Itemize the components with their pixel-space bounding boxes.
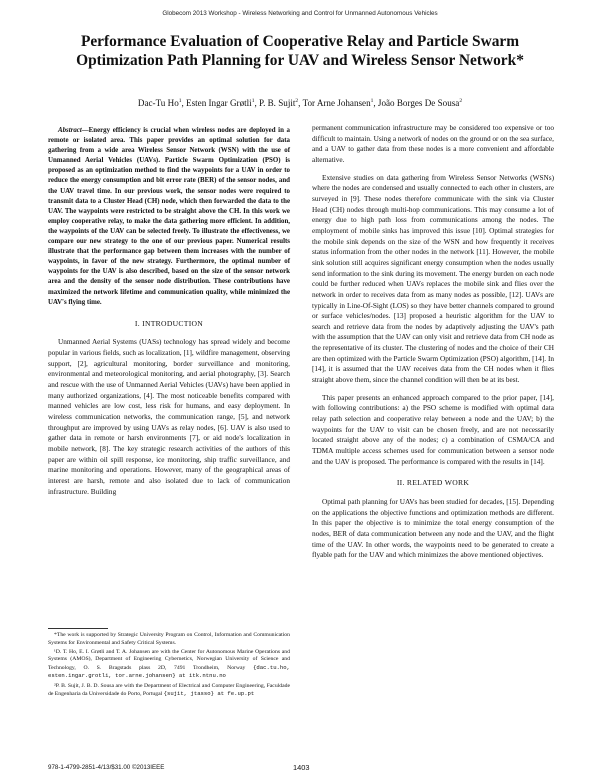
paragraph: Unmanned Aerial Systems (UASs) technology has spread widely and become popular in various fields, such as localization, [1], wildfire management, observing support, [2], agricultural monitoring, border surveillance and monitoring, environmental and meteorological monitoring, and aerial photography, [3]. Search and rescue with the use of Unmanned Aerial Vehicles (UAVs) have been applied in many authorized organizations, [4]. The most noticeable benefits compared with manned vehicles are low cost, less risk for humans, and easy deployment. In wireless communication networks, the communication range, [5], and network throughput are improved by using UAVs as relay nodes, [6]. UAV is also used to gather data in remote or harsh environments [7], or aid node's localization in mobile network, [8]. The key strategic research activities of the authors of this paper are within oil spill response, ice monitoring, ship traffic surveillance, and marine monitoring and operations. However, many of the geographical areas of interest are harsh, remote and also isolated due to lack of communication infrastructure. Building bbox=[48, 338, 290, 496]
abstract-lead: Abstract bbox=[58, 127, 82, 134]
author: João Borges De Sousa$^2$ bbox=[377, 98, 463, 109]
author: Esten Ingar Grøtli$^1$, bbox=[186, 98, 260, 109]
section-heading-introduction: I. INTRODUCTION bbox=[134, 318, 204, 328]
email-addresses: {sujit, jtasso} at fe.up.pt bbox=[163, 690, 255, 698]
paragraph: This paper presents an enhanced approach compared to the prior paper, [14], with following contributions: a) the PSO scheme is modified with optimal data relay path selection and cooperative relay between a node and the UAV; b) the waypoints for the UAV to visit can be chosen freely, and are not necessarily located straight above any of the nodes; c) a combination of CSMA/CA and TDMA multiple access schemes used for communication between a sensor node and the UAV is proposed. The performance is compared with the results in [14]. bbox=[312, 393, 554, 466]
footnote: ²P. B. Sujit, J. B. D. Sousa are with the Department of Electrical and Computer Engineering, Faculdade de Engenharia da Universidade do Porto, Portugal {sujit, jtasso} at fe.up.pt bbox=[48, 682, 290, 698]
author: P. B. Sujit$^2$, bbox=[259, 98, 303, 109]
footnote-rule bbox=[48, 628, 108, 629]
copyright-line: 978-1-4799-2851-4/13/$31.00 ©2013IEEE bbox=[48, 764, 165, 771]
page-number: 1403 bbox=[293, 763, 310, 772]
right-column bbox=[312, 123, 554, 561]
running-head: Globecom 2013 Workshop - Wireless Networking and Control for Unmanned Autonomous Vehicles bbox=[162, 10, 438, 17]
paragraph: Optimal path planning for UAVs has been studied for decades, [15]. Depending on the applications the objective functions and optimization methods are different. In this paper the objective is to minimize the total energy consumption of the nodes, BER of data communication between any node and the UAV, and the flight time of the UAV. In other words, the waypoints need to be generated to create a flyable path for the UAV and which minimizes the above mentioned objectives. bbox=[312, 498, 554, 560]
paragraph: Extensive studies on data gathering from Wireless Sensor Networks (WSNs) where the nodes are condensed and usually connected to each other in clusters, are surveyed in [9]. These nodes therefore communicate with the sink via Cluster Head (CH) nodes through multi-hop communications. This may consume a lot of energy due to high path loss from communications among the nodes. The employment of mobile sinks has improved this issue [10]. Optimal strategies for the mobile sink depends on the size of the WSN and how frequently it receives status information from the other nodes in the network [11]. However, the mobile sink solution still acquires significant energy consumption when the nodes usually send information to the sink during its movement. The energy burden on each node could be further reduced when UAVs replaces the mobile sink and flies over the network in order to receives data from as many nodes as possible, [12]. UAVs are typically in Line-Of-Sight (LOS) so they have better channels compared to ground or surface vehicles/nodes. [13] proposed a heuristic algorithm for the UAV to search and retrieve data from the nodes by adaptively adjusting the UAV's path with the assumption that the UAV can only visit and retrieve data from CH node as the representative of its cluster. The clustering of nodes and the choice of their CH are then optimized with the Particle Swarm Optimization (PSO) algorithm, [14]. In [14], it is assumed that the UAV receives data from the CH nodes when it flies straight above them, since the channel condition will then be at its best. bbox=[312, 173, 554, 385]
footnotes bbox=[48, 628, 290, 700]
paragraph: permanent communication infrastructure may be considered too expensive or too difficult to maintain. Using a network of nodes on the ground or on the sea surface, and a UAV to gather data from these nodes is a more convenient and affordable alternative. bbox=[312, 124, 554, 164]
author-list bbox=[40, 98, 560, 108]
author: Tor Arne Johansen$^1$, bbox=[302, 98, 378, 109]
left-column bbox=[48, 126, 290, 497]
email-addresses: {dac.tu.ho, esten.ingar.grotli, tor.arne.johansen} at itk.ntnu.no bbox=[48, 663, 290, 680]
abstract-text: —Energy efficiency is crucial when wireless nodes are deployed in a remote or isolated area. This paper provides an optimal solution for data gathering from a wide area Wireless Sensor Network (WSN) with the use of Unmanned Aerial Vehicles (UAVs). Particle Swarm Optimization (PSO) is proposed as an optimization method to find the waypoints for a UAV in order to reduce the energy consumption and bit error rate (BER) of the sensor nodes, and the UAV travel time. In our previous work, the sensor nodes were required to transmit data to a Cluster Head (CH) node, which then forwarded the data to the UAV. The waypoints were restricted to be straight above the CH. In this work we employ cooperative relay, to make the data gathering more efficient. In addition, the waypoints of the UAV can be selected freely. To illustrate the effectiveness, we compare our new strategy to the one of our previous paper. Numerical results illustrate that the performance gap between them increases with the number of waypoints, in favor of the new strategy. Furthermore, the optimal number of waypoints for the UAV is also described, based on the size of the sensor network area and the density of the sensor node distribution. These contributions have maximized the network lifetime and communication quality, while minimized the UAV's flying time. bbox=[48, 127, 290, 306]
author: Dac-Tu Ho$^1$, bbox=[137, 98, 187, 109]
abstract bbox=[48, 126, 290, 308]
footnote: ¹D. T. Ho, E. I. Grøtli and T. A. Johansen are with the Center for Autonomous Marine Operations and Systems (AMOS), Department of Engineering Cybernetics, Norwegian University of Science and Technology, O. S. Bragstads plass 2D, 7491 Trondheim, Norway {dac.tu.ho, esten.ingar.grotli, tor.arne.johansen} at itk.ntnu.no bbox=[48, 648, 290, 680]
paper-title: Performance Evaluation of Cooperative Relay and Particle Swarm Optimization Path Planning for UAV and Wireless Sensor Network* bbox=[76, 33, 524, 69]
footnote: *The work is supported by Strategic University Program on Control, Information and Communication Systems for Environmental and Safety Critical Systems. bbox=[48, 632, 290, 646]
section-heading-related-work: II. RELATED WORK bbox=[396, 478, 470, 488]
